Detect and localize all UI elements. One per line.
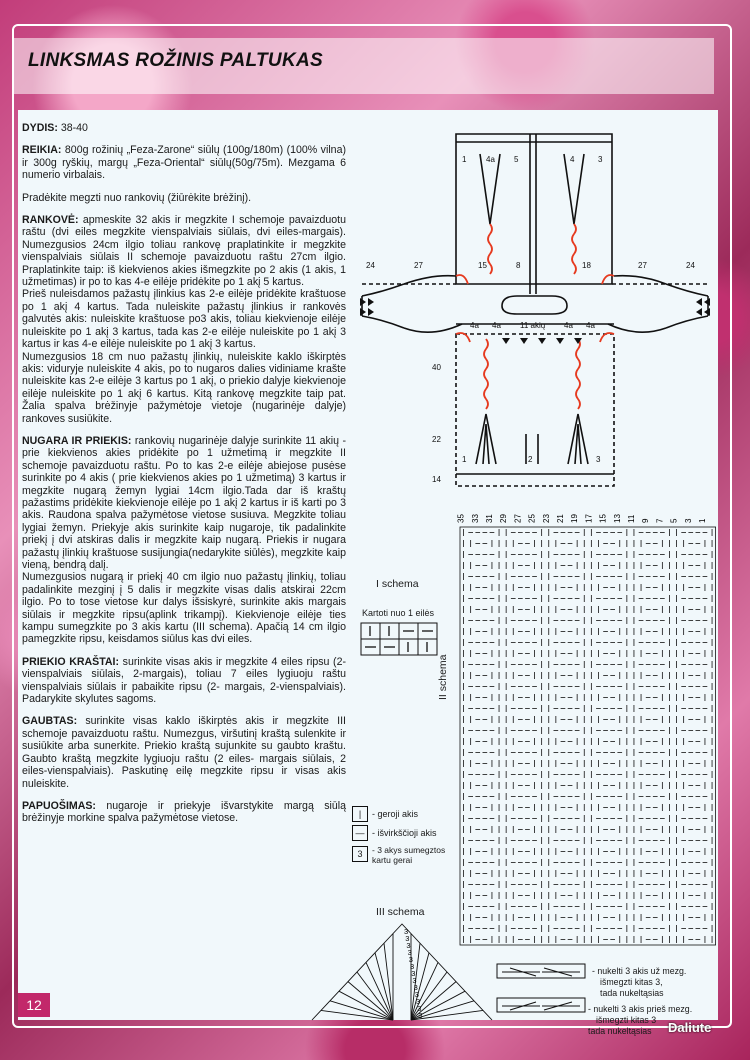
schema1-grid bbox=[360, 622, 440, 658]
neck-side-4: 4a bbox=[586, 321, 595, 330]
legend-purl-text: - išvirkščioji akis bbox=[372, 828, 437, 838]
top-label-3: 3 bbox=[598, 155, 603, 164]
top-label-1: 1 bbox=[462, 155, 467, 164]
decor-paragraph: PAPUOŠIMAS: nugaroje ir priekyje išvarstykite margą siūlą brėžinyje morkine spalva pažymėtose vietose. bbox=[22, 799, 346, 825]
materials-paragraph: REIKIA: 800g rožinių „Feza-Zarone“ siūlų (100g/180m) (100% vilna) ir 300g ryškių, margų „Feza-Oriental“ siūlų(50g/75m). Mezgama 6 numerio virbalais. bbox=[22, 144, 346, 182]
schema3-number: 3 bbox=[406, 941, 411, 950]
legend-k3tog-text: - 3 akys sumegztos kartu gerai bbox=[372, 845, 446, 865]
schema3-number: 3 bbox=[410, 962, 415, 971]
schema3-number: 3 bbox=[413, 983, 418, 992]
width-18: 18 bbox=[582, 261, 591, 270]
width-27-left: 27 bbox=[414, 261, 423, 270]
page-title: LINKSMAS ROŽINIS PALTUKAS bbox=[28, 50, 323, 71]
schema3-number: 3 bbox=[411, 969, 416, 978]
schema3-number: 3 bbox=[416, 997, 421, 1006]
legend-purl-symbol: — bbox=[352, 825, 368, 841]
back-front-paragraph-2: Numezgusios nugarą ir priekį 40 cm ilgio nuo pažastų įlinkių, toliau padalinkite mezginį į 5 dalis ir megzkite visas dalis atskirai 22cm ilgio. Po to tose vietose kur dalys išsiskyrė, surinkite akis margais siūlais ir megzkite ripsu(aplink trikampį). Kiekvienoje eilėje ties kampu sumegzkite po 3 akis kartu (III schema). Apačią 14 cm ilgio pamegzkite ripsu, keisdamos siūlus kas dvi eiles. bbox=[22, 571, 346, 646]
schema2-col-number: 35 bbox=[456, 514, 466, 523]
schema2-col-number: 23 bbox=[541, 514, 551, 523]
neck-side-2: 4a bbox=[492, 321, 501, 330]
schema2-col-number: 15 bbox=[598, 514, 608, 523]
schema1-note: Kartoti nuo 1 eilės bbox=[362, 608, 435, 618]
schema2-title: II schema bbox=[437, 654, 449, 700]
sleeves-paragraph: RANKOVĖ: apmeskite 32 akis ir megzkite I schemoje pavaizduotu raštu (dvi eiles megzkite vienspalviais siūlais, dvi eiles-margais). Numezgusios 24cm ilgio toliau rankovę praplatinkite ir megzkite vienspalviais siūlais II schemoje pavaizduotu raštu 27cm ilgio. Praplatinkite taip: iš kiekvienos akies išmegzkite po 2 akis (1 akis, 1 užmetimas) ir po to kas 4-e eilėje pridėkite po 1 akį 5 kartus. bbox=[22, 214, 346, 289]
width-27-right: 27 bbox=[638, 261, 647, 270]
cable-note-1: - nukelti 3 akis už mezg. išmegzti kitas 3, tada nukeltąsias bbox=[592, 966, 687, 998]
width-8: 8 bbox=[516, 261, 521, 270]
neck-label: 11 akių bbox=[520, 321, 546, 330]
schema2-col-number: 33 bbox=[470, 514, 480, 523]
schema2-col-number: 25 bbox=[527, 514, 537, 523]
schema2-col-number: 13 bbox=[612, 514, 622, 523]
hood-paragraph: GAUBTAS: surinkite visas kaklo iškirptės akis ir megzkite III schemoje pavaizduotu raštu. Numezgus, viršutinį kraštą sulenkite ir susiūkite arba sunerkite. Priekio kraštą sujunkite su gaubto kraštu. Gaubto kraštą megzkite lygiuoju raštu (2 eiles- margais siūlais, 2 eiles-vienspalviais). Paskutinę eilę megzkite ripsu ir visas akis nuleiskite. bbox=[22, 715, 346, 790]
top-label-5: 5 bbox=[514, 155, 519, 164]
schema2-col-number: 11 bbox=[626, 514, 636, 523]
schema2-col-number: 5 bbox=[669, 518, 679, 523]
schema3-number: 3 bbox=[417, 1004, 422, 1013]
garment-schematic bbox=[352, 124, 718, 494]
sleeves-paragraph-3: Numezgusios 18 cm nuo pažastų įlinkių, nuleiskite kaklo iškirptės akis: viduryje nuleiskite 4 akis, po to nugaros dalies vidiniame krašte nuleiskite kas 2-e eilėje 3 kartus po 1 akį, o priekio dalyje kiekvienoje eilėje nuleiskite po 1 akį 6 kartus. Kitą rankovę megzkite taip pat. Žalia spalva brėžinyje pažymėtoje vietoje (nugarinėje dalyje) rankoves susiūkite. bbox=[22, 350, 346, 425]
height-22: 22 bbox=[432, 435, 441, 444]
page-number: 12 bbox=[18, 993, 50, 1017]
height-14: 14 bbox=[432, 475, 441, 484]
height-40: 40 bbox=[432, 363, 441, 372]
legend-k3tog-symbol: 3 bbox=[352, 846, 368, 862]
schema2-col-number: 31 bbox=[484, 514, 494, 523]
legend-knit-symbol: | bbox=[352, 806, 368, 822]
schema3-title: III schema bbox=[376, 906, 425, 918]
cable-symbols bbox=[496, 962, 590, 1018]
neck-side-3: 4a bbox=[564, 321, 573, 330]
bottom-num-2: 2 bbox=[528, 455, 533, 464]
schema2-col-number: 1 bbox=[697, 518, 707, 523]
bottom-num-3: 3 bbox=[596, 455, 601, 464]
schema3-number: 3 bbox=[404, 927, 409, 936]
bottom-num-1: 1 bbox=[462, 455, 467, 464]
instructions-column bbox=[22, 122, 346, 835]
schema2-col-number: 19 bbox=[570, 514, 580, 523]
schema3-number: 3 bbox=[408, 955, 413, 964]
schema3-number: 3 bbox=[418, 1011, 423, 1020]
intro-paragraph: Pradėkite megzti nuo rankovių (žiūrėkite brėžinį). bbox=[22, 191, 252, 204]
schema3-number: 3 bbox=[407, 948, 412, 957]
brand-logo: Daliute bbox=[668, 1020, 712, 1035]
top-label-4: 4 bbox=[570, 155, 575, 164]
schema2-col-number: 7 bbox=[655, 518, 665, 523]
neck-side-1: 4a bbox=[470, 321, 479, 330]
back-front-paragraph: NUGARA IR PRIEKIS: rankovių nugarinėje dalyje surinkite 11 akių - prie kiekvienos akies pridėkite po 1 užmetimą ir megzkite II schemoje pavaizduotu raštu. Po to kas 2-e eilėje abiejose pusėse surinkite po 4 akis ( prie kiekvienos akies po 1 užmetimą) 3 kartus ir megzkite nugarą žemyn lygiai 14cm ilgio.Tada dar iš kraštų pažastims pridėkite kiekvienoje eilėje po 1 akį 2 kartus ir iš karti po 3 akis. Raudona spalva pažymėtose vietose susiuva. Megzkite toliau lygiai žemyn. Priekyje akis surinkite kaip nugaroje, tik padalinkite priekį į dvi atskiras dalis ir megzkite kaip nugarą. Priekis ir nugara pažastų įlinkių kraštuose susijungia(nedarykite siūlės), megzkite kaip vieną, bendrą dalį. bbox=[22, 434, 346, 571]
schema3-number: 3 bbox=[414, 990, 419, 999]
schema2-col-number: 29 bbox=[499, 514, 509, 523]
legend-knit-text: - geroji akis bbox=[372, 809, 419, 819]
schema2-grid bbox=[458, 505, 720, 953]
schema2-col-number: 9 bbox=[641, 518, 651, 523]
width-15: 15 bbox=[478, 261, 487, 270]
top-label-4a: 4a bbox=[486, 155, 495, 164]
size-paragraph: DYDIS: 38-40 bbox=[22, 122, 88, 134]
schema2-col-number: 3 bbox=[683, 518, 693, 523]
width-24-left: 24 bbox=[366, 261, 375, 270]
schema2-col-number: 17 bbox=[584, 514, 594, 523]
schema2-col-number: 27 bbox=[513, 514, 523, 523]
cable-note-2: - nukelti 3 akis prieš mezg. išmegzti kitas 3 tada nukeltąsias bbox=[588, 1004, 693, 1036]
schema1-title: I schema bbox=[376, 578, 419, 590]
schema3-number: 3 bbox=[412, 976, 417, 985]
width-24-right: 24 bbox=[686, 261, 695, 270]
front-edge-paragraph: PRIEKIO KRAŠTAI: surinkite visas akis ir megzkite 4 eiles ripsu (2-vienspalviais siūlais, 2-margais), toliau 7 eiles lygiuoju raštu vienspalviais siūlais ir pabaikite ripsu (2- margais, 2-vienspalviais). Padarykite skylutes sagoms. bbox=[22, 655, 346, 706]
schema3-triangle bbox=[310, 920, 496, 1024]
schema3-number: 3 bbox=[405, 934, 410, 943]
sleeves-paragraph-2: Prieš nuleisdamos pažastų įlinkius kas 2-e eilėje pridėkite kraštuose po 1 akį 4 kartus. Tada nuleiskite pažastų įlinkius ir rankovės galvutės akis: nuleiskite kraštuose po3 akis, toliau kiekvienoje eilėje nuleiskite po 1 akį 3 kartus, tada kas 2-e eilėje nuleiskite po 1 akį 3 kartus ir kas 4-e eilėje nuleiskite po 1 akį 3 kartus. bbox=[22, 288, 346, 351]
schema2-col-number: 21 bbox=[555, 514, 565, 523]
